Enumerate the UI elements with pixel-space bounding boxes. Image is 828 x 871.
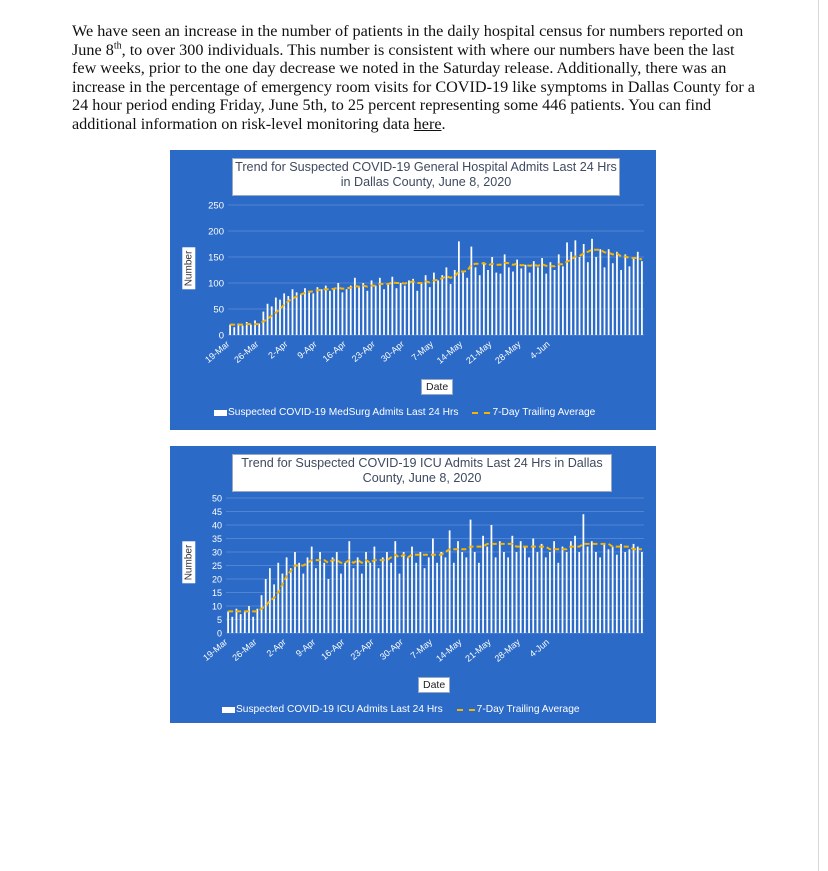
- x-tick-label: 19-Mar: [203, 338, 232, 365]
- data-bar: [537, 552, 539, 633]
- data-bar: [250, 325, 252, 335]
- data-bar: [445, 557, 447, 633]
- data-bar: [332, 557, 334, 633]
- x-tick-label: 2-Apr: [264, 636, 288, 659]
- data-bar: [570, 541, 572, 633]
- data-bar: [433, 273, 435, 335]
- chart-plot: [170, 195, 656, 425]
- y-tick-label: 15: [211, 588, 222, 598]
- data-bar: [637, 252, 639, 335]
- icu-admits-chart: [170, 446, 656, 723]
- data-bar: [233, 327, 235, 335]
- data-bar: [616, 252, 618, 335]
- data-bar: [333, 288, 335, 335]
- legend-line-swatch: [457, 709, 475, 711]
- x-tick-label: 26-Mar: [232, 338, 261, 365]
- data-bar: [248, 606, 250, 633]
- data-bar: [400, 283, 402, 335]
- y-tick-label: 0: [216, 628, 222, 639]
- data-bar: [566, 242, 568, 335]
- legend-bar-swatch: [222, 707, 235, 713]
- data-bar: [265, 579, 267, 633]
- data-bar: [267, 304, 269, 335]
- data-bar: [628, 549, 630, 633]
- data-bar: [570, 252, 572, 335]
- x-tick-label: 21-May: [464, 338, 494, 366]
- y-tick-label: 50: [211, 493, 222, 504]
- data-bar: [450, 284, 452, 335]
- x-tick-label: 14-May: [434, 338, 465, 366]
- data-bar: [386, 552, 388, 633]
- data-bar: [279, 300, 281, 335]
- y-tick-label: 200: [208, 226, 224, 238]
- data-bar: [620, 270, 622, 335]
- data-bar: [387, 284, 389, 335]
- data-bar: [231, 617, 233, 633]
- data-bar: [516, 552, 518, 633]
- data-bar: [412, 279, 414, 335]
- y-tick-label: 150: [208, 252, 224, 264]
- y-tick-label: 50: [213, 304, 224, 316]
- y-tick-label: 10: [211, 601, 222, 612]
- data-bar: [382, 557, 384, 633]
- data-bar: [532, 539, 534, 634]
- data-bar: [379, 278, 381, 335]
- data-bar: [302, 574, 304, 633]
- data-bar: [269, 568, 271, 633]
- x-tick-label: 16-Apr: [319, 636, 347, 662]
- legend-bar-swatch: [214, 410, 227, 416]
- data-bar: [258, 324, 260, 335]
- y-tick-label: 35: [211, 534, 222, 544]
- data-bar: [424, 568, 426, 633]
- data-bar: [483, 262, 485, 335]
- data-bar: [608, 549, 610, 633]
- data-bar: [369, 563, 371, 633]
- y-tick-label: 45: [211, 507, 222, 517]
- data-bar: [411, 547, 413, 633]
- paragraph-superscript: th: [113, 40, 122, 52]
- data-bar: [603, 544, 605, 633]
- data-bar: [304, 288, 306, 335]
- data-bar: [595, 257, 597, 335]
- data-bar: [587, 547, 589, 633]
- data-bar: [495, 273, 497, 335]
- y-axis-label: Number: [182, 248, 195, 290]
- chart-legend: [222, 704, 580, 715]
- data-bar: [520, 268, 522, 335]
- data-bar: [244, 611, 246, 633]
- data-bar: [294, 552, 296, 633]
- data-bar: [562, 266, 564, 335]
- data-bar: [346, 289, 348, 335]
- data-bar: [495, 557, 497, 633]
- data-bar: [328, 579, 330, 633]
- data-bar: [317, 287, 319, 335]
- data-bar: [254, 320, 256, 335]
- data-bar: [353, 568, 355, 633]
- data-bar: [529, 273, 531, 335]
- data-bar: [512, 272, 514, 335]
- legend-line-swatch: [472, 412, 490, 414]
- x-tick-label: 14-May: [434, 636, 464, 664]
- data-bar: [511, 536, 513, 633]
- data-bar: [633, 257, 635, 335]
- x-tick-label: 2-Apr: [266, 338, 290, 361]
- data-bar: [340, 574, 342, 633]
- data-bar: [307, 557, 309, 633]
- x-tick-label: 28-May: [493, 338, 523, 366]
- data-bar: [620, 544, 622, 633]
- data-bar: [323, 563, 325, 633]
- data-bar: [579, 257, 581, 335]
- data-bar: [449, 530, 451, 633]
- data-bar: [416, 291, 418, 335]
- data-bar: [486, 547, 488, 633]
- data-bar: [574, 536, 576, 633]
- data-bar: [550, 262, 552, 335]
- data-bar: [404, 286, 406, 335]
- data-bar: [342, 292, 344, 335]
- data-bar: [273, 584, 275, 633]
- data-bar: [458, 241, 460, 335]
- data-bar: [465, 557, 467, 633]
- data-bar: [396, 288, 398, 335]
- data-bar: [583, 244, 585, 335]
- data-bar: [595, 552, 597, 633]
- data-bar: [337, 283, 339, 335]
- data-bar: [252, 617, 254, 633]
- data-bar: [261, 595, 263, 633]
- x-tick-label: 30-Apr: [377, 636, 405, 662]
- data-bar: [428, 557, 430, 633]
- data-bar: [432, 539, 434, 634]
- data-bar: [462, 273, 464, 335]
- data-bar: [604, 267, 606, 335]
- data-bar: [371, 280, 373, 335]
- data-bar: [504, 254, 506, 335]
- x-tick-label: 4-Jun: [528, 338, 552, 362]
- data-bar: [554, 270, 556, 335]
- chart-title: Trend for Suspected COVID-19 ICU Admits Last 24 Hrs in Dallas County, June 8, 2020: [232, 454, 612, 492]
- data-bar: [583, 514, 585, 633]
- data-bar: [344, 563, 346, 633]
- data-bar: [446, 267, 448, 335]
- data-bar: [421, 283, 423, 335]
- data-bar: [227, 611, 229, 633]
- data-bar: [574, 240, 576, 335]
- chart-title: Trend for Suspected COVID-19 General Hospital Admits Last 24 Hrs in Dallas County, June 8, 2020: [232, 158, 620, 196]
- data-bar: [516, 260, 518, 335]
- data-bar: [286, 557, 288, 633]
- data-bar: [637, 547, 639, 633]
- x-tick-label: 23-Apr: [348, 636, 376, 662]
- data-bar: [612, 263, 614, 335]
- data-bar: [558, 254, 560, 335]
- y-tick-label: 25: [211, 561, 222, 571]
- x-tick-label: 28-May: [492, 636, 522, 664]
- y-tick-label: 0: [218, 330, 224, 342]
- y-tick-label: 20: [211, 574, 222, 585]
- data-bar: [407, 557, 409, 633]
- data-bar: [362, 283, 364, 335]
- y-tick-label: 5: [216, 615, 222, 625]
- data-bar: [415, 563, 417, 633]
- data-bar: [457, 541, 459, 633]
- y-tick-label: 40: [211, 520, 222, 531]
- data-bar: [366, 291, 368, 335]
- data-bar: [336, 552, 338, 633]
- data-bar: [348, 541, 350, 633]
- data-bar: [440, 552, 442, 633]
- data-bar: [591, 239, 593, 335]
- data-bar: [616, 555, 618, 633]
- chart-legend: [214, 407, 595, 418]
- data-bar: [298, 563, 300, 633]
- data-bar: [641, 261, 643, 335]
- data-bar: [553, 541, 555, 633]
- x-axis-label: Date: [421, 379, 453, 395]
- x-tick-label: 4-Jun: [527, 636, 552, 660]
- data-bar: [491, 525, 493, 633]
- data-bar: [350, 286, 352, 335]
- data-bar: [629, 266, 631, 335]
- data-bar: [240, 614, 242, 633]
- data-bar: [391, 277, 393, 335]
- data-bar: [325, 286, 327, 335]
- paragraph-text-2: , to over 300 individuals. This number is consistent with where our numbers have been the last few weeks, prior to the one day decrease we noted in the Saturday release. Additionally, there was an increase in the percentage of emergency room visits for COVID-19 like symptoms in Dallas County for a 24 hour period ending Friday, June 5th, to 25 percent representing some 446 patients. You can find additional information on risk-level monitoring data: [72, 40, 755, 133]
- data-bar: [474, 552, 476, 633]
- data-bar: [390, 563, 392, 633]
- y-tick-label: 100: [208, 278, 224, 290]
- data-bar: [528, 557, 530, 633]
- y-axis-label: Number: [182, 542, 195, 584]
- data-bar: [408, 280, 410, 335]
- data-bar: [290, 568, 292, 633]
- data-bar: [436, 563, 438, 633]
- data-bar: [229, 325, 231, 335]
- data-bar: [308, 291, 310, 335]
- data-bar: [283, 293, 285, 335]
- data-bar: [541, 544, 543, 633]
- data-bar: [562, 547, 564, 633]
- data-bar: [319, 552, 321, 633]
- data-bar: [466, 278, 468, 335]
- data-bar: [503, 552, 505, 633]
- data-bar: [425, 275, 427, 335]
- data-bar: [500, 274, 502, 335]
- data-bar: [454, 270, 456, 335]
- data-bar: [441, 275, 443, 335]
- data-bar: [533, 261, 535, 335]
- body-paragraph: [72, 22, 762, 133]
- data-bar: [470, 247, 472, 335]
- data-bar: [578, 552, 580, 633]
- chart-plot: [170, 491, 656, 721]
- data-bar: [482, 536, 484, 633]
- data-bar: [361, 574, 363, 633]
- legend-bars-label: Suspected COVID-19 ICU Admits Last 24 Hrs: [236, 704, 443, 715]
- data-bar: [541, 258, 543, 335]
- data-bar: [242, 326, 244, 335]
- data-bar: [557, 563, 559, 633]
- data-bar: [525, 265, 527, 335]
- data-bar: [429, 287, 431, 335]
- data-bar: [591, 541, 593, 633]
- data-bar: [549, 552, 551, 633]
- data-bar: [403, 552, 405, 633]
- data-bar: [545, 274, 547, 335]
- data-bar: [599, 249, 601, 335]
- data-bar: [461, 552, 463, 633]
- risk-level-link[interactable]: here: [413, 114, 442, 133]
- data-bar: [508, 267, 510, 335]
- legend-bars-label: Suspected COVID-19 MedSurg Admits Last 24 Hrs: [228, 407, 459, 418]
- data-bar: [375, 286, 377, 335]
- x-tick-label: 30-Apr: [378, 338, 407, 364]
- data-bar: [633, 544, 635, 633]
- y-tick-label: 30: [211, 547, 222, 558]
- data-bar: [608, 249, 610, 335]
- data-bar: [470, 520, 472, 633]
- data-bar: [321, 289, 323, 335]
- x-tick-label: 9-Apr: [293, 636, 318, 659]
- data-bar: [624, 552, 626, 633]
- x-tick-label: 7-May: [408, 636, 435, 661]
- legend-line-label: 7-Day Trailing Average: [492, 407, 596, 418]
- data-bar: [262, 312, 264, 335]
- data-bar: [300, 294, 302, 335]
- data-bar: [641, 552, 643, 633]
- data-bar: [624, 254, 626, 335]
- data-bar: [499, 541, 501, 633]
- data-bar: [315, 568, 317, 633]
- hospital-admits-chart: [170, 150, 656, 430]
- x-tick-label: 7-May: [409, 338, 436, 363]
- data-bar: [296, 292, 298, 335]
- x-tick-label: 23-Apr: [349, 338, 377, 364]
- data-bar: [277, 563, 279, 633]
- x-tick-label: 16-Apr: [320, 338, 348, 364]
- data-bar: [479, 275, 481, 335]
- data-bar: [312, 293, 314, 335]
- x-tick-label: 26-Mar: [230, 636, 259, 663]
- data-bar: [475, 267, 477, 335]
- data-bar: [487, 270, 489, 335]
- paragraph-text-1: We have seen an increase in the number of patients in the daily hospital census for numbers reported on June 8: [72, 22, 744, 59]
- legend-line-label: 7-Day Trailing Average: [476, 704, 580, 715]
- data-bar: [383, 289, 385, 335]
- data-bar: [275, 298, 277, 335]
- x-tick-label: 21-May: [463, 636, 493, 664]
- data-bar: [587, 262, 589, 335]
- data-bar: [599, 557, 601, 633]
- data-bar: [378, 568, 380, 633]
- y-tick-label: 250: [208, 200, 224, 212]
- data-bar: [537, 267, 539, 335]
- data-bar: [507, 557, 509, 633]
- data-bar: [357, 557, 359, 633]
- data-bar: [419, 552, 421, 633]
- data-bar: [437, 280, 439, 335]
- data-bar: [520, 541, 522, 633]
- x-axis-label: Date: [418, 677, 450, 693]
- paragraph-end: .: [441, 114, 446, 133]
- data-bar: [478, 563, 480, 633]
- data-bar: [271, 306, 273, 335]
- data-bar: [329, 291, 331, 335]
- data-bar: [399, 574, 401, 633]
- x-tick-label: 9-Apr: [295, 338, 319, 361]
- data-bar: [453, 563, 455, 633]
- data-bar: [491, 257, 493, 335]
- data-bar: [358, 287, 360, 335]
- x-tick-label: 19-Mar: [201, 636, 230, 663]
- data-bar: [566, 552, 568, 633]
- data-bar: [612, 547, 614, 633]
- data-bar: [545, 557, 547, 633]
- data-bar: [524, 547, 526, 633]
- data-bar: [292, 289, 294, 335]
- data-bar: [365, 552, 367, 633]
